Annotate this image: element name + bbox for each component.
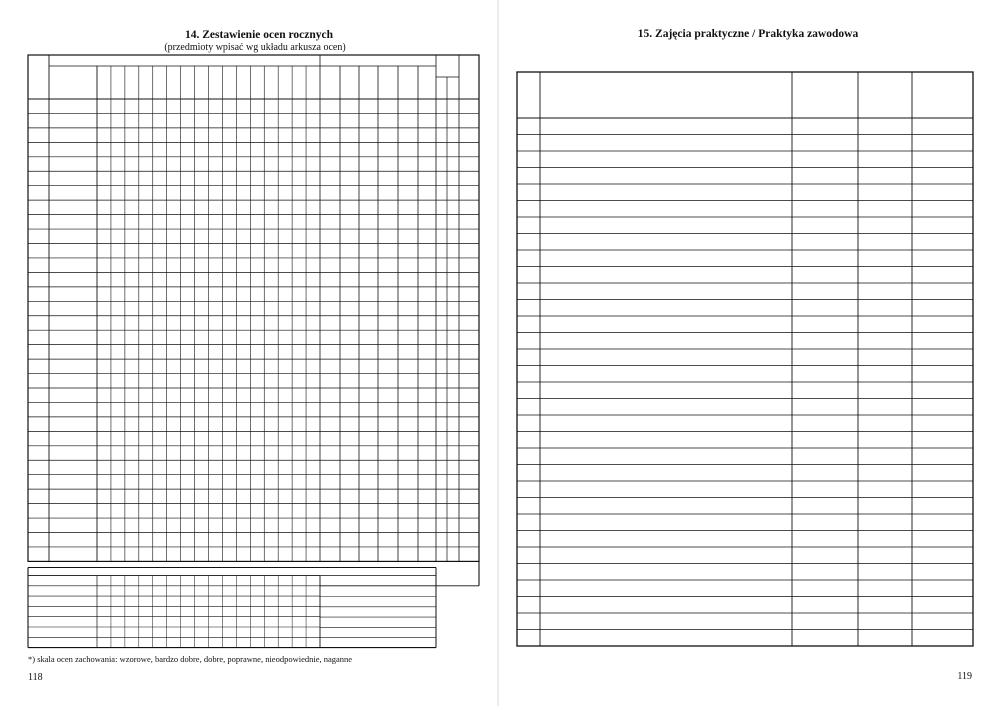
practice-table — [517, 72, 973, 646]
left-title: 14. Zestawienie ocen rocznych — [185, 29, 333, 41]
table-frame — [517, 72, 973, 646]
right-page-number: 119 — [957, 671, 972, 682]
right-title: 15. Zajęcia praktyczne / Praktyka zawodowa — [637, 28, 859, 40]
left-page-number: 118 — [28, 672, 43, 683]
table-frame — [28, 55, 479, 561]
grades-summary-table — [28, 55, 479, 648]
left-footnote: *) skala ocen zachowania: wzorowe, bardzo dobre, dobre, poprawne, nieodpowiednie, naganne — [28, 654, 353, 664]
left-subtitle: (przedmioty wpisać wg układu arkusza ocen) — [164, 42, 346, 53]
